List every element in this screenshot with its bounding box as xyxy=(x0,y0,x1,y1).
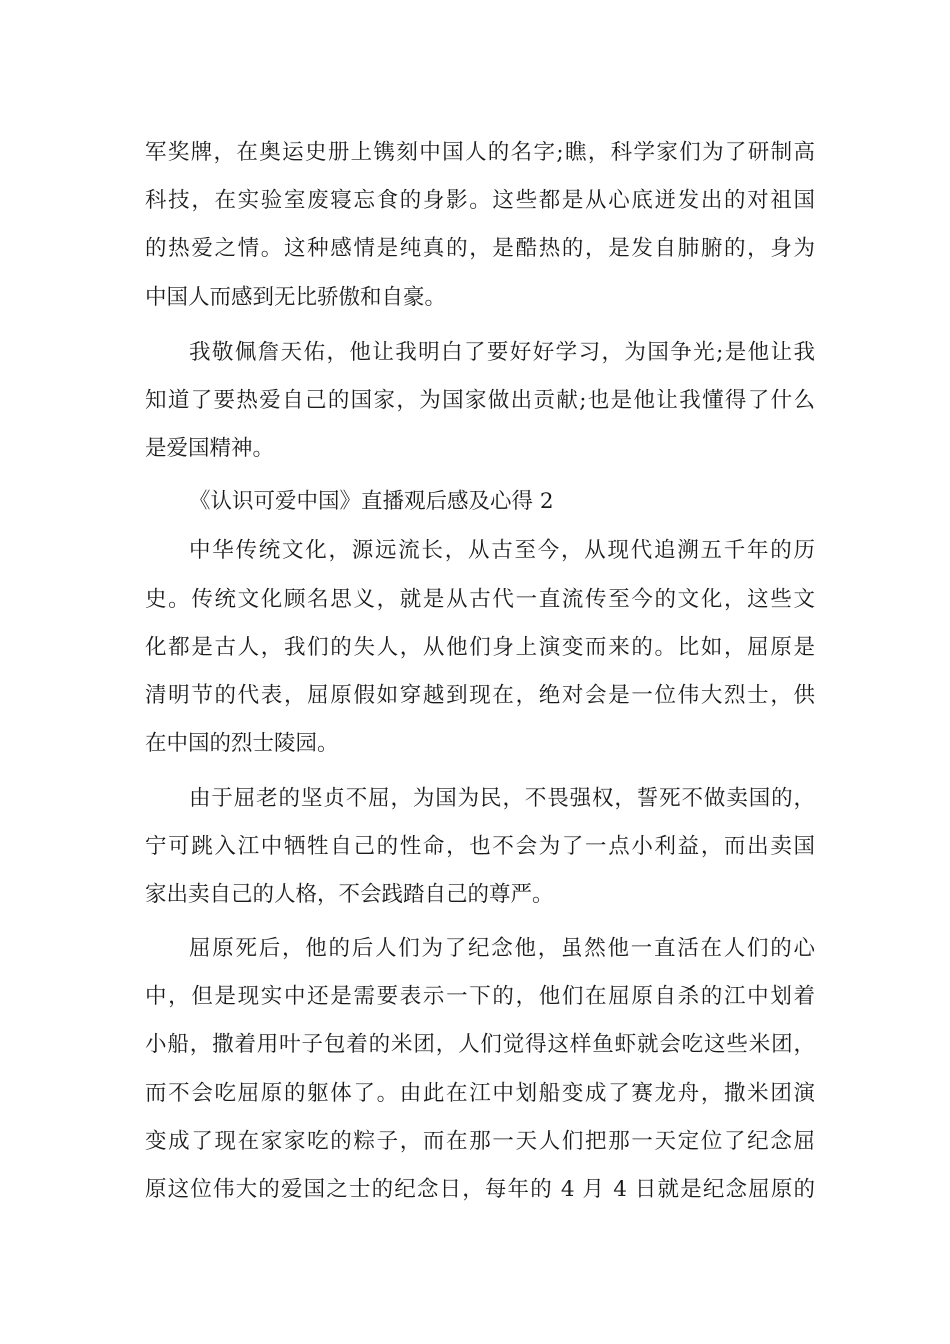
paragraph-line: 在中国的烈士陵园。 xyxy=(145,731,339,756)
section-heading: 《认识可爱中国》直播观后感及心得 2 xyxy=(189,489,554,514)
paragraph-line: 是爱国精神。 xyxy=(145,436,275,461)
paragraph-first-line: 中华传统文化，源远流长，从古至今，从现代追溯五千年的历 xyxy=(189,538,815,563)
paragraph-line: 宁可跳入江中牺牲自己的性命，也不会为了一点小利益，而出卖国 xyxy=(145,834,815,859)
paragraph-line: 史。传统文化顾名思义，就是从古代一直流传至今的文化，这些文 xyxy=(145,587,815,612)
paragraph-line: 而不会吃屈原的躯体了。由此在江中划船变成了赛龙舟，撒米团演 xyxy=(145,1081,815,1106)
paragraph-line: 小船，撒着用叶子包着的米团，人们觉得这样鱼虾就会吃这些米团， xyxy=(145,1032,815,1057)
paragraph-line: 清明节的代表，屈原假如穿越到现在，绝对会是一位伟大烈士，供 xyxy=(145,683,815,708)
paragraph-line: 原这位伟大的爱国之士的纪念日，每年的 4 月 4 日就是纪念屈原的 xyxy=(145,1177,815,1202)
paragraph-first-line: 屈原死后，他的后人们为了纪念他，虽然他一直活在人们的心 xyxy=(189,936,815,961)
paragraph-line: 的热爱之情。这种感情是纯真的，是酷热的，是发自肺腑的，身为 xyxy=(145,236,815,261)
paragraph-line: 中，但是现实中还是需要表示一下的，他们在屈原自杀的江中划着 xyxy=(145,984,815,1009)
paragraph-line: 知道了要热爱自己的国家，为国家做出贡献;也是他让我懂得了什么 xyxy=(145,388,815,413)
paragraph-line: 军奖牌，在奥运史册上镌刻中国人的名字;瞧，科学家们为了研制高 xyxy=(145,140,815,165)
paragraph-line: 化都是古人，我们的失人，从他们身上演变而来的。比如，屈原是 xyxy=(145,635,815,660)
paragraph-line: 变成了现在家家吃的粽子，而在那一天人们把那一天定位了纪念屈 xyxy=(145,1129,815,1154)
paragraph-first-line: 由于屈老的坚贞不屈，为国为民，不畏强权，誓死不做卖国的， xyxy=(189,786,815,811)
paragraph-line: 科技，在实验室废寝忘食的身影。这些都是从心底迸发出的对祖国 xyxy=(145,188,815,213)
paragraph-line: 家出卖自己的人格，不会践踏自己的尊严。 xyxy=(145,882,554,907)
paragraph-first-line: 我敬佩詹天佑，他让我明白了要好好学习，为国争光;是他让我 xyxy=(189,340,815,365)
paragraph-line: 中国人而感到无比骄傲和自豪。 xyxy=(145,285,447,310)
